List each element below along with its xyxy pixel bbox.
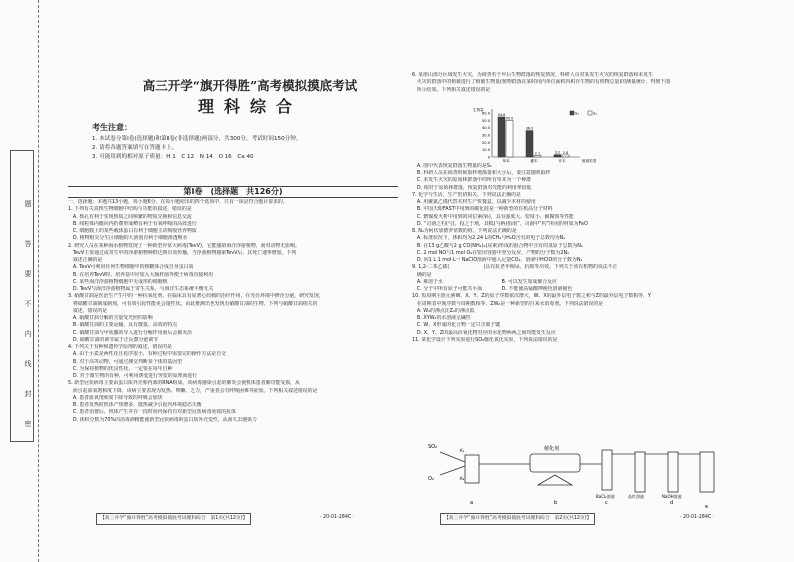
question-line: B. 线粒体内膜向内折叠形成嵴有利于有氧呼吸的高效进行 bbox=[68, 220, 197, 227]
question-line: A. 图中代表恢复群落生物量的是S₁ bbox=[412, 162, 492, 169]
section-title: 第Ⅰ卷 (选择题 共126分) bbox=[68, 186, 398, 198]
footer-right-code: · 20-01-284C · bbox=[680, 515, 715, 520]
question-line: 3. 硝酸甘油是医治生产生中的一种抗氧化剂，在临床具有显著心绞痛的治疗作用，在光亮环境中修企分泌。研究发现， bbox=[68, 293, 324, 300]
binding-label: 封 bbox=[24, 390, 32, 397]
question-line: A. 核孔有利于实现核质之间频繁的物质交换和信息交流 bbox=[68, 213, 192, 220]
question-line: 1. 下列有关真核生物细胞中结构与功能的叙述，错误的是 bbox=[68, 206, 192, 213]
question-line: 叙述正确的是 bbox=[68, 257, 103, 263]
binding-label: 不 bbox=[24, 300, 32, 307]
x-tick-label: 灌木 bbox=[530, 159, 538, 163]
question-line: 4. 下列关于有种和遗传学原理的叙述，错误的是 bbox=[68, 344, 173, 350]
question-line: D. 相对于原始林群落，恢复群落对光能的利用率较低 bbox=[412, 184, 532, 191]
apparatus-label: 品红溶液 bbox=[628, 494, 644, 499]
question-line: 5. 新型冠状病毒主要由蛋白质外壳和内部的RNA组成，该病毒感染引起的肺炎会使机体患者肺功能受损，从 bbox=[68, 380, 300, 387]
question-line: B. 科研人员在调查时候取样地都量和大小后，要注意随机取样 bbox=[412, 170, 551, 176]
question-line: B. 在13 g乙酸与2 g CO(NH₂)₂(尿素)形成的混合物中含有的氢原子总数为Nₐ bbox=[412, 242, 583, 249]
legend-label: S₂ bbox=[593, 110, 597, 116]
y-tick-label: 20.0 bbox=[481, 140, 490, 145]
so2-oxidation-apparatus bbox=[420, 430, 730, 510]
data-label: 54.6 bbox=[497, 112, 506, 117]
y-tick-label: 0 bbox=[487, 155, 490, 160]
binding-label: 线 bbox=[24, 360, 32, 367]
question-line: 一、选择题：本题共13小题，每小题6分。在每小题给出的四个选项中，只有一项是符合题目要求的。 bbox=[68, 199, 288, 205]
question-line: A. 标准状况下，体积均为2.24 L的CH₄与H₂O含有的电子总数均为Nₐ bbox=[412, 235, 566, 242]
y-axis-label: 生物量 bbox=[473, 108, 484, 112]
exam-title: 高三开学“旗开得胜”高考模拟摸底考试 bbox=[142, 78, 358, 93]
notice-heading: 考生注意： bbox=[92, 123, 132, 132]
data-label: 2.8 bbox=[562, 150, 569, 155]
question-line: C. 未发生火灾的原始林群落中的所有草本为一个种群 bbox=[412, 177, 532, 184]
apparatus-label: K₁ bbox=[460, 448, 465, 453]
footer-left-code: · 20-01-284C · bbox=[320, 515, 355, 520]
question-line: B. 患者发热时机体产热增多，散热减少引起内环境稳态失衡 bbox=[68, 402, 202, 408]
legend-swatch bbox=[588, 111, 592, 115]
y-tick-label: 50.0 bbox=[481, 118, 490, 123]
question-line: C. 为保持植物的优良性状，一定要在每年自种 bbox=[68, 365, 173, 372]
question-line: 7. 化学与生活、生产密切相关。下列说法正确的是 bbox=[412, 191, 521, 198]
seal-line bbox=[38, 0, 40, 562]
question-line: 8. Nₐ为阿伏加德罗常数的值。下列说法正确的是 bbox=[412, 228, 517, 234]
question-line: B. 中国天眼FAST中用到的碳化硅是一种新型的有机高分子材料 bbox=[412, 206, 553, 213]
apparatus-label: e bbox=[705, 504, 709, 510]
question-line: A. 患者血氧饱和度下降导致的呼吸会加快 bbox=[68, 394, 163, 401]
footer-left: 【高三开学“旗开得胜”高考模拟摸底考试理科综合 第1页(共12页)】 bbox=[96, 513, 251, 525]
question-line: 将硝酸甘油制成制剂，可有效引起性能更会提性状。由此推测出也发现有硝酸甘油的生物。下列与硝酸甘油相关的 bbox=[68, 300, 318, 307]
question-line: A. W₂的沸点比Z₂的沸点低 bbox=[412, 307, 475, 314]
data-label: 2.1 bbox=[534, 151, 541, 156]
biomass-bar-chart bbox=[470, 105, 610, 165]
question-line: D. X、Y、Z的最高价氧化物对应的水化物两两之间均能发生反应 bbox=[412, 329, 556, 336]
question-line: B. 硝酸甘油的主要运输，具有微量、高效的特点 bbox=[68, 322, 178, 329]
data-label: 50.0 bbox=[505, 116, 514, 121]
question-6-stem bbox=[412, 72, 776, 94]
question-line: 10. 短周期主族元素W、X、Y、Z的原子序数依次增大，W、X的最外层电子数之和与Z的最外层电子数相等，Y bbox=[412, 293, 651, 300]
right-questions bbox=[412, 163, 776, 344]
notice-item: 2. 请将各题答案填写在答题卡上。 bbox=[92, 144, 178, 151]
apparatus-label: 催化剂 bbox=[544, 446, 560, 452]
bar bbox=[498, 117, 505, 157]
y-tick-label: 10.0 bbox=[481, 148, 490, 153]
question-line: B. 对于高等动物，可通过测交判断某个体的基因型 bbox=[68, 358, 183, 365]
question-line: 所示结果。下列相关叙述错误的是 bbox=[412, 86, 491, 93]
question-line: C. 2 mol NO与1 mol O₂在密闭容器中充分反应，产物的分子数为2Nₐ bbox=[412, 249, 570, 256]
binding-label: 答 bbox=[24, 240, 32, 247]
question-line: A. 难溶于水 B. 可以发生加成聚合反应 bbox=[412, 278, 557, 285]
binding-margin bbox=[0, 0, 60, 562]
question-line: C. 患者治愈后，机体产生并在一段时间内保持有对新型冠状病毒免疫的抗体 bbox=[68, 409, 236, 416]
question-line: D. 植物根尖分生区细胞的大液泡有利于细胞渗透吸水 bbox=[68, 235, 188, 242]
binding-label: 内 bbox=[24, 330, 32, 337]
apparatus-label: NaOH溶液 bbox=[662, 494, 682, 499]
apparatus-label: BaCl₂溶液 bbox=[596, 494, 615, 499]
x-axis-label: 植被类型 bbox=[582, 159, 597, 163]
binding-label: 题 bbox=[24, 200, 32, 207]
apparatus-label: SO₂ bbox=[428, 444, 438, 450]
bar bbox=[506, 120, 513, 157]
data-label: 36.0 bbox=[525, 126, 534, 131]
question-line: 确的是 bbox=[412, 271, 432, 278]
binding-label: 要 bbox=[24, 270, 32, 277]
notice-item: 1. 本试卷分第Ⅰ卷(选择题)和第Ⅱ卷(非选择题)两部分，共300分。考试时间150分钟。 bbox=[92, 136, 302, 142]
question-line: D. TevV与海洋浮游植物属于寄生关系，与海洋生态系统平衡无关 bbox=[68, 286, 214, 292]
question-line: A. 用聚氯乙烯代替木材生产快餐盒，以减少木材的使用 bbox=[412, 199, 536, 205]
y-tick-label: 30.0 bbox=[481, 133, 490, 138]
question-line: 6. 某座山部分区域发生火灾，为调查若干年后生物群落的恢复情况，科研人员对某发生火灾的恢复群落和未发生 bbox=[412, 72, 653, 78]
apparatus-label: O₂ bbox=[428, 476, 434, 482]
question-line: C. 某些海洋浮游植物细胞中无成形的细胞核 bbox=[68, 278, 168, 285]
question-line: D. 对于微生物的有种，可利用诱变进行突变的原理而进行 bbox=[68, 373, 198, 379]
question-line: C. 细胞膜上的某些载体蛋白有利于细胞主动吸收营养物质 bbox=[68, 228, 197, 234]
apparatus-label: d bbox=[670, 500, 674, 506]
data-label: 3.2 bbox=[554, 150, 561, 155]
question-line: D. “司南之杓(勺)，投之于地，其柢(勺柄)指南”，司南中“杓”所用的材质为FeO bbox=[412, 220, 588, 227]
question-line: C. 分子中所有原子可能共平面 D. 不能使高锰酸钾褪色溶液褪色 bbox=[412, 286, 573, 292]
question-line: A. 由于小麦是两性花且花序很小，有种过程中需要完的操作方法是自交 bbox=[68, 351, 226, 358]
apparatus-label: b bbox=[554, 500, 558, 506]
question-line: D. 体积分数为70%的消毒酒精能使新型冠状病毒的蛋白质外壳变性，从而失去感染力 bbox=[68, 416, 257, 423]
x-tick-label: 草本 bbox=[502, 159, 510, 163]
footer-right: 【高三开学“旗开得胜”高考模拟摸底考试理科综合 第2页(共12页)】 bbox=[440, 513, 595, 525]
apparatus-label: a bbox=[470, 500, 474, 506]
binding-label: 密 bbox=[24, 420, 32, 427]
bar bbox=[554, 155, 561, 157]
question-line: 11. 某化学设计下列实验进行SO₂催化氧化实验，下列说法错误的是 bbox=[412, 336, 558, 343]
apparatus-label: K₂ bbox=[460, 476, 465, 481]
bar bbox=[526, 131, 533, 157]
question-line: 火灾的群落中的植被进行了植被生物量(植物群落在某时间内单位面积内积存生物的有机物总量)的测量统计，得到下图 bbox=[412, 79, 671, 86]
question-line: C. W、X形成的化合物一定只含离子键 bbox=[412, 322, 501, 329]
question-line: B. XYW₂的水溶液呈碱性 bbox=[412, 315, 471, 321]
question-line: 而引起血氧饱和度下降，该病主要表现为发热、咳嗽、乏力，严重者会有呼吸困难等症状。下列相关叙述错误的是 bbox=[68, 387, 318, 394]
question-line: D. 向1 L 1 mol·L⁻¹ NaClO溶液中通入足量CO₂，溶液中HClO的分子数为Nₐ bbox=[412, 257, 583, 263]
x-tick-label: 乔木 bbox=[558, 159, 566, 163]
notice-block bbox=[92, 122, 392, 161]
question-line: 2. 研究人员在某种海水植物发现了一种新型异常大病毒(TevV)，它能感染海洋浮游植物，而对动物无影响。 bbox=[68, 242, 300, 249]
question-line: C. 硝酸甘油与甲状腺的导入进行分解作用而后会被灭活 bbox=[68, 329, 192, 336]
bar bbox=[534, 155, 541, 157]
question-line: C. 燃煤废火析中用到的同位素(钚)，具有强度大、密度小、耐腐蚀等性能 bbox=[412, 213, 574, 220]
apparatus-label: c bbox=[605, 500, 608, 506]
legend-swatch bbox=[570, 111, 574, 115]
question-line: B. 在培养TevV时，培养基中应加入大肠杆菌等便于病毒直接利用 bbox=[68, 271, 214, 278]
bar bbox=[562, 155, 569, 157]
question-line: A. 硝酸甘油分解的含量受光照的影响 bbox=[68, 315, 153, 321]
question-line: 在周期表中族序数与周期数相等，ZW₂是一种新型的自来水消毒剂。下列说法错误的是 bbox=[412, 300, 604, 307]
question-line: TevV主要通过或寄生中的浮游植物种群达到有效传播，当浮游植物感染TevV后，其死亡速率增加。下列 bbox=[68, 249, 297, 256]
left-column-questions bbox=[68, 199, 402, 424]
notice-item: 3. 可能用到的相对原子质量：H 1 C 12 N 14 O 16 Ca 40 bbox=[92, 153, 254, 160]
y-tick-label: 60.0 bbox=[481, 111, 490, 116]
question-line: 9. 1,2-二苯乙烯( )具有抗老年痴呆、抗癌等功效。下列关于该有机物的说法不正 bbox=[412, 264, 618, 271]
binding-frame bbox=[10, 150, 34, 442]
y-tick-label: 40.0 bbox=[481, 126, 490, 131]
exam-subtitle: 理科综合 bbox=[197, 97, 302, 116]
question-line: 叙述，错误的是 bbox=[68, 307, 108, 314]
question-line: D. 硝酸甘油的调节属于正反馈分泌调节 bbox=[68, 336, 159, 343]
legend-label: S₁ bbox=[575, 110, 579, 116]
question-line: A. TevV可利用任何生物细胞中的核糖体合成自身蛋白质 bbox=[68, 264, 194, 271]
